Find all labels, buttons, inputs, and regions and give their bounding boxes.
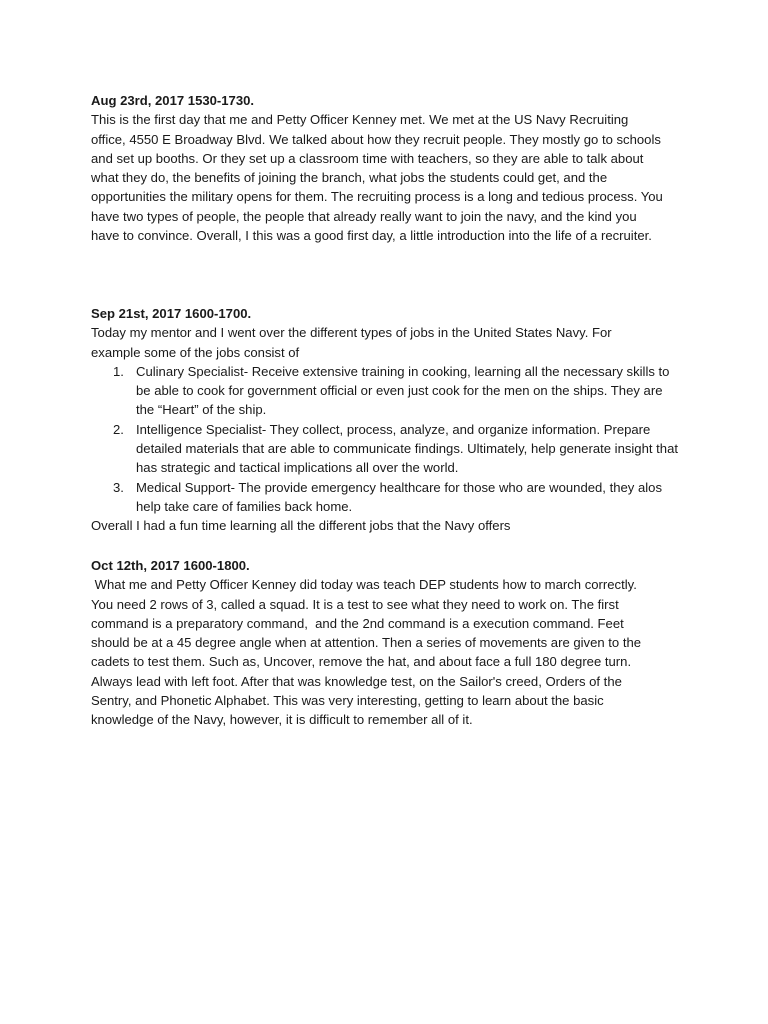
list-item-number: 2. xyxy=(113,421,124,437)
entry-closing-sentence: Overall I had a fun time learning all the different jobs that the Navy offers xyxy=(91,518,511,534)
list-item-number: 1. xyxy=(113,363,124,379)
entry-intro-paragraph: Today my mentor and I went over the different types of jobs in the United States Navy. For example some of the jobs consist of xyxy=(91,325,612,360)
jobs-numbered-list xyxy=(91,362,691,516)
entry-date-heading: Aug 23rd, 2017 1530-1730. xyxy=(91,93,255,108)
list-item-text: Medical Support- The provide emergency healthcare for those who are wounded, they alos help take care of families back home. xyxy=(136,479,662,514)
list-item-text: Culinary Specialist- Receive extensive training in cooking, learning all the necessary skills to be able to cook for government official or even just cook for the men on the ships. They are the “Heart” of the ship. xyxy=(136,363,670,418)
entry-date-heading: Oct 12th, 2017 1600-1800. xyxy=(91,558,250,573)
entry-body-paragraph: This is the first day that me and Petty Officer Kenney met. We met at the US Navy Recruiting office, 4550 E Broadway Blvd. We talked about how they recruit people. They mostly go to schools and set up booths. Or they set up a classroom time with teachers, so they are able to talk about what they do, the benefits of joining the branch, what jobs the students could get, and the opportunities the military opens for them. The recruiting process is a long and tedious process. You have two types of people, the people that already really want to join the navy, and the kind you have to convince. Overall, I this was a good first day, a little introduction into the life of a recruiter. xyxy=(91,112,663,244)
journal-entry-oct-12 xyxy=(91,556,691,730)
list-item-culinary-specialist xyxy=(91,362,681,420)
list-item-medical-support xyxy=(91,478,681,517)
list-item-number: 3. xyxy=(113,479,124,495)
journal-entry-aug-23 xyxy=(91,91,691,245)
entry-body-paragraph: What me and Petty Officer Kenney did today was teach DEP students how to march correctly. You need 2 rows of 3, called a squad. It is a test to see what they need to work on. The first command is a preparatory command, and the 2nd command is a execution command. Feet should be at a 45 degree angle when at attention. Then a series of movements are given to the cadets to test them. Such as, Uncover, remove the hat, and about face a full 180 degree turn. Always lead with left foot. After that was knowledge test, on the Sailor's creed, Orders of the Sentry, and Phonetic Alphabet. This was very interesting, getting to learn about the basic knowledge of the Navy, however, it is difficult to remember all of it. xyxy=(91,577,645,728)
list-item-text: Intelligence Specialist- They collect, process, analyze, and organize information. Prepare detailed materials that are able to communicate findings. Ultimately, help generate insight that has strategic and tactical implications all over the world. xyxy=(136,421,678,476)
journal-entry-sep-21 xyxy=(91,304,691,536)
entry-date-heading: Sep 21st, 2017 1600-1700. xyxy=(91,306,252,321)
list-item-intelligence-specialist xyxy=(91,420,681,478)
